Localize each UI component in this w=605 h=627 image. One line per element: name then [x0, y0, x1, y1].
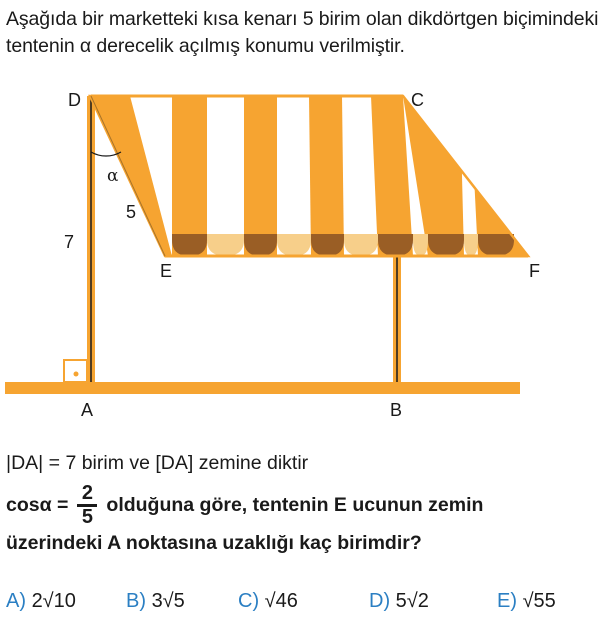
option-letter: B)	[126, 590, 146, 612]
option-a[interactable]	[6, 590, 76, 613]
option-value: √55	[522, 590, 556, 612]
label-d: D	[68, 90, 81, 110]
label-a: A	[81, 400, 94, 420]
option-c[interactable]	[238, 590, 298, 613]
option-letter: C)	[238, 590, 260, 612]
label-side-da: 7	[64, 232, 75, 252]
label-alpha: α	[107, 166, 119, 186]
awning-canvas	[60, 84, 560, 284]
awning-diagram	[0, 84, 605, 424]
label-c: C	[411, 90, 424, 110]
option-letter: D)	[369, 590, 391, 612]
intro-text: Aşağıda bir marketteki kısa kenarı 5 birim olan dikdörtgen biçimindeki tentenin α derecelik açılmış konumu verilmiştir.	[6, 8, 599, 57]
option-e[interactable]	[497, 590, 556, 613]
fraction-numerator: 2	[81, 482, 93, 504]
label-b: B	[390, 400, 403, 420]
question-line1: olduğuna göre, tentenin E ucunun zemin	[106, 494, 484, 517]
cos-alpha-prefix: cosα =	[6, 494, 69, 517]
question-line2: üzerindeki A noktasına uzaklığı kaç birimdir?	[6, 531, 422, 554]
option-letter: E)	[497, 590, 517, 612]
label-side-de: 5	[126, 202, 137, 222]
answer-options	[6, 590, 601, 622]
awning-figure	[0, 84, 605, 424]
option-value: 2√10	[31, 590, 76, 612]
given-text: |DA| = 7 birim ve [DA] zemine diktir	[6, 452, 309, 474]
label-e: E	[160, 261, 173, 281]
ground-beam	[5, 382, 520, 394]
option-letter: A)	[6, 590, 26, 612]
option-value: 5√2	[395, 590, 429, 612]
option-value: √46	[264, 590, 298, 612]
option-value: 3√5	[151, 590, 185, 612]
right-angle-marker	[64, 360, 87, 382]
option-b[interactable]	[126, 590, 185, 613]
fraction	[77, 483, 97, 528]
question-block	[6, 483, 601, 558]
fraction-denominator: 5	[81, 505, 93, 528]
option-d[interactable]	[369, 590, 429, 613]
label-f: F	[529, 261, 540, 281]
